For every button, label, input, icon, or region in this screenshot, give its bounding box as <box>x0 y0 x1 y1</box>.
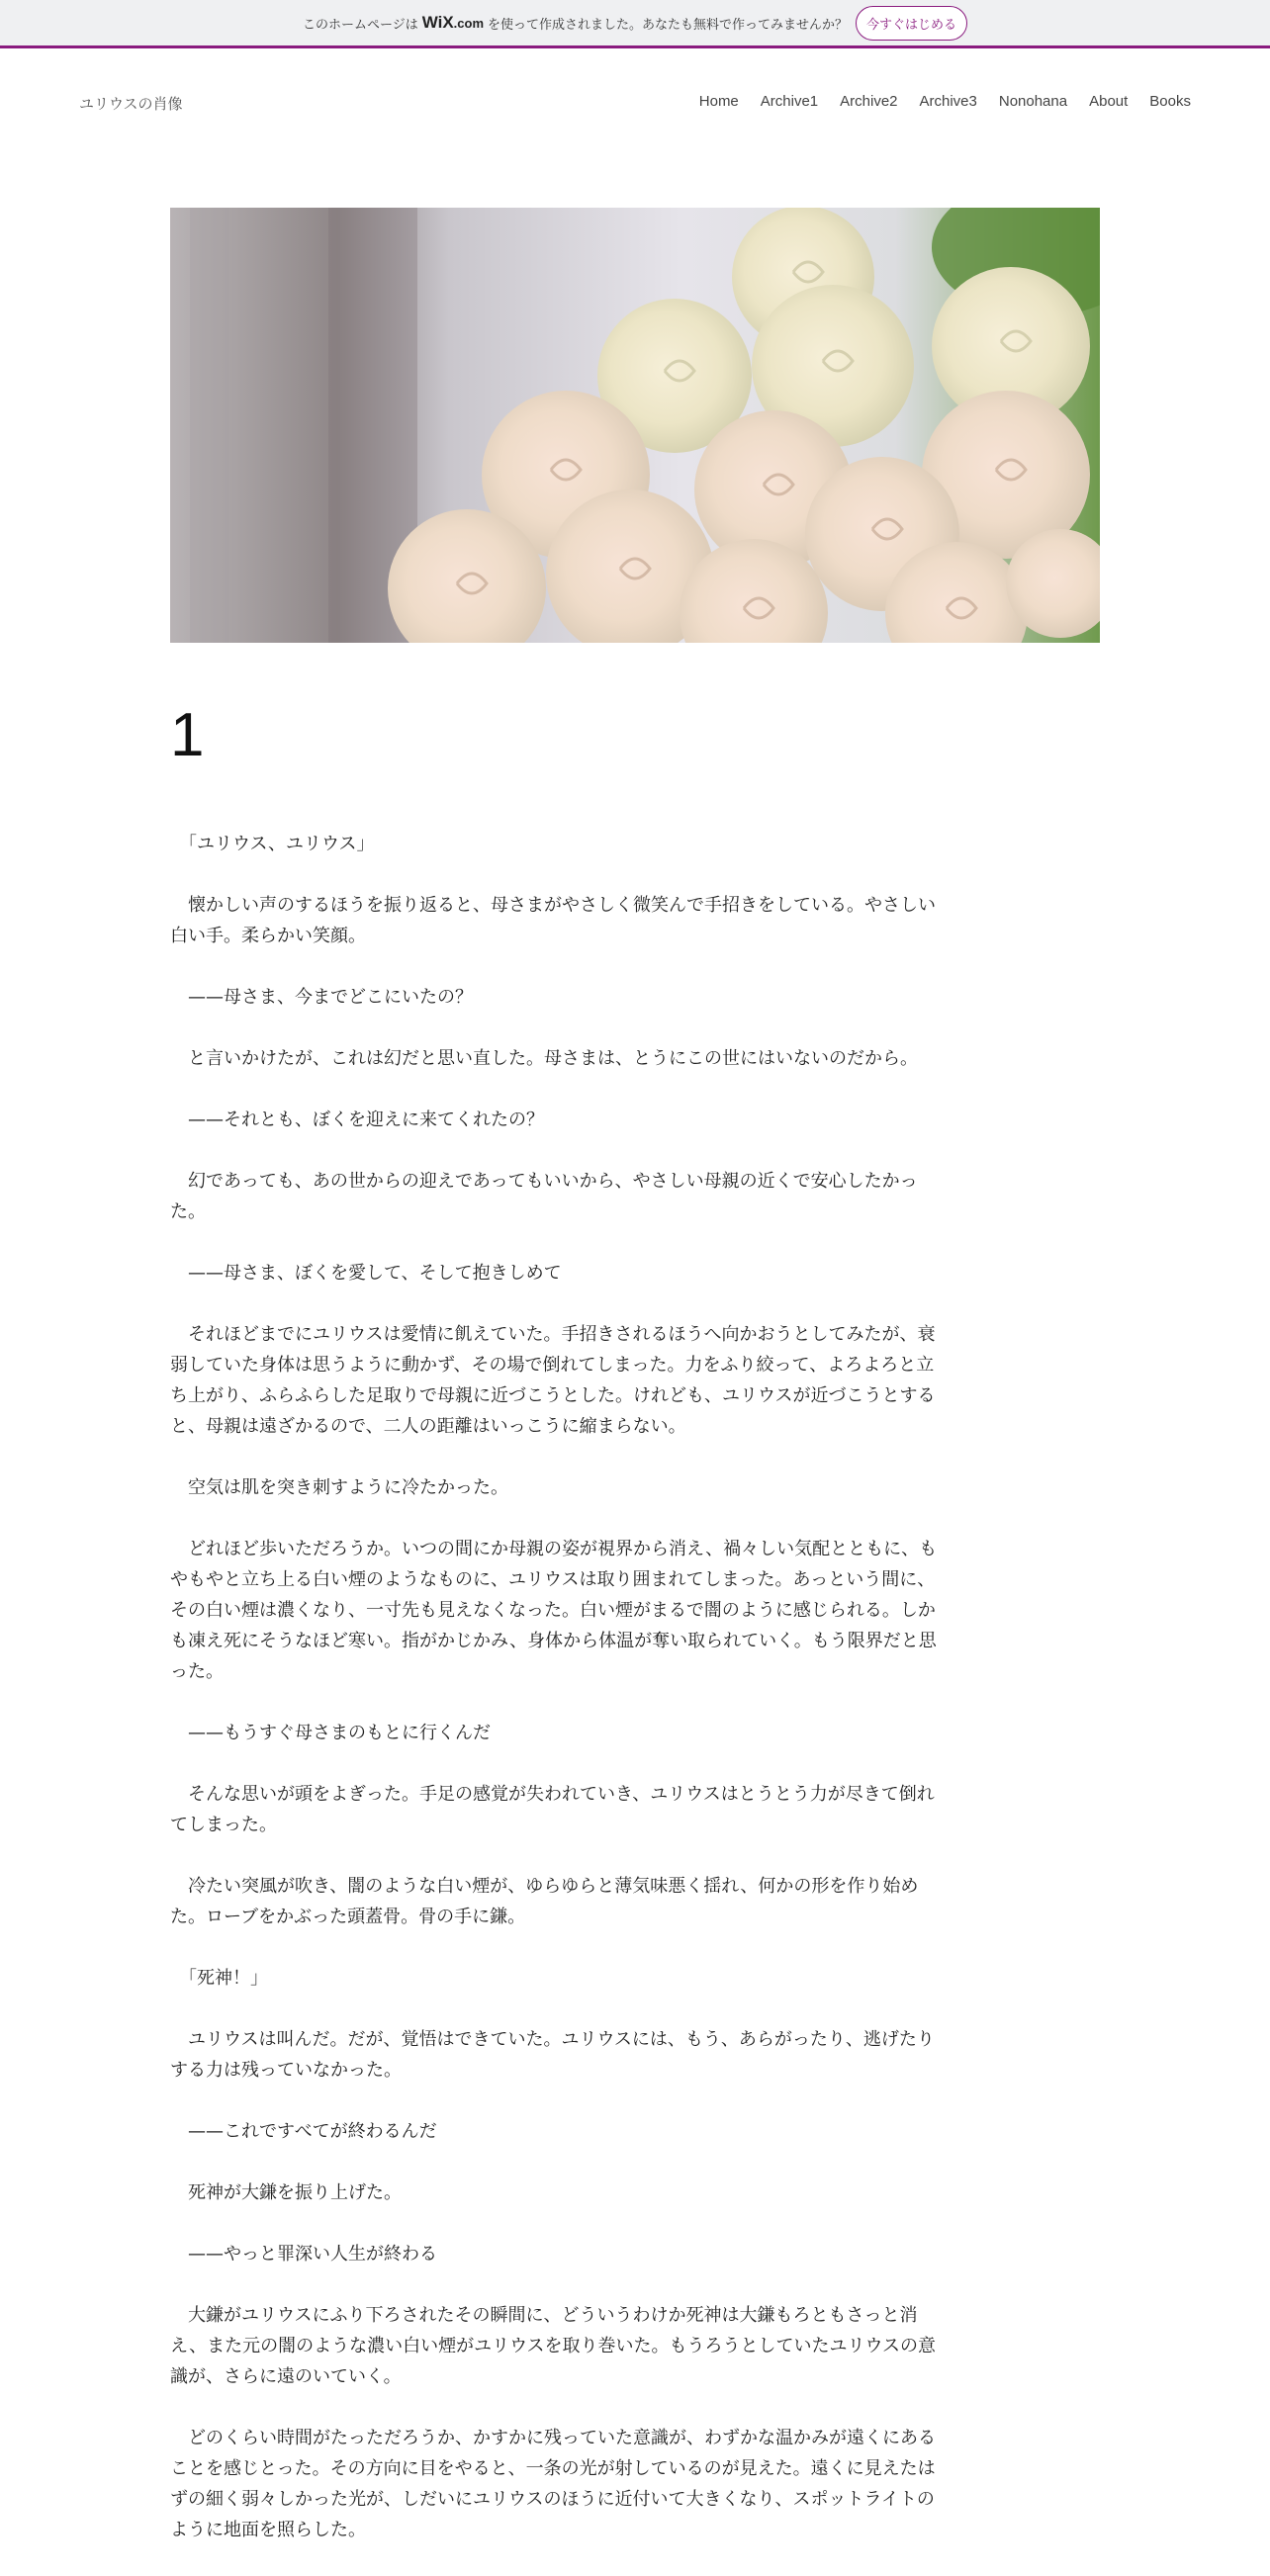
story-paragraph: 空気は肌を突き刺すように冷たかった。 <box>188 1477 508 1498</box>
story-paragraph: 「死神！」 <box>188 1968 268 1989</box>
story-paragraph: ——これですべてが終わるんだ <box>188 2121 437 2142</box>
roses-illustration <box>170 208 1100 643</box>
banner-text-before: このホームページは <box>302 17 418 33</box>
story-paragraph: 大鎌がユリウスにふり下ろされたその瞬間に、どういうわけか死神は大鎌もろともさっと消え、また元の闇のような濃い白い煙がユリウスを取り巻いた。もうろうとしていたユリウスの意識が、さらに遠のいていく。 <box>170 2305 936 2387</box>
story-paragraph: そんな思いが頭をよぎった。手足の感覚が失われていき、ユリウスはとうとう力が尽きて倒れてしまった。 <box>170 1784 935 1835</box>
wix-promo-banner <box>0 0 1270 48</box>
wix-logo-com: .com <box>453 16 485 31</box>
nav-item-home[interactable]: Home <box>698 93 739 110</box>
nav-item-archive2[interactable]: Archive2 <box>840 93 898 110</box>
chapter-number: 1 <box>170 701 205 769</box>
story-paragraph: ——もうすぐ母さまのもとに行くんだ <box>188 1723 491 1743</box>
nav-item-nonohana[interactable]: Nonohana <box>998 93 1068 110</box>
wix-logo[interactable] <box>422 13 484 33</box>
story-paragraph: 懐かしい声のするほうを振り返ると、母さまがやさしく微笑んで手招きをしている。やさしい白い手。柔らかい笑顔。 <box>170 895 936 946</box>
story-paragraph: それほどまでにユリウスは愛情に飢えていた。手招きされるほうへ向かおうとしてみたが、衰弱していた身体は思うように動かず、その場で倒れてしまった。力をふり絞って、よろよろと立ち上がり、ふらふらした足取りで母親に近づこうとした。けれども、ユリウスが近づこうとすると、母親は遠ざかるので、二人の距離はいっこうに縮まらない。 <box>170 1324 936 1437</box>
story-paragraph: 死神が大鎌を振り上げた。 <box>188 2182 402 2203</box>
story-paragraph: どれほど歩いただろうか。いつの間にか母親の姿が視界から消え、禍々しい気配とともに、もやもやと立ち上る白い煙のようなものに、ユリウスは取り囲まれてしまった。あっという間に、その白い煙は濃くなり、一寸先も見えなくなった。白い煙がまるで闇のように感じられる。しかも凍え死にそうなほど寒い。指がかじかみ、身体から体温が奪い取られていく。もう限界だと思った。 <box>170 1539 938 1682</box>
story-paragraph: 幻であっても、あの世からの迎えであってもいいから、やさしい母親の近くで安心したかった。 <box>170 1171 918 1222</box>
nav-item-archive3[interactable]: Archive3 <box>919 93 977 110</box>
main-nav <box>678 93 1191 110</box>
story-paragraph: ユリウスは叫んだ。だが、覚悟はできていた。ユリウスには、もう、あらがったり、逃げたりする力は残っていなかった。 <box>170 2029 935 2081</box>
start-now-button[interactable]: 今すぐはじめる <box>856 6 967 41</box>
hero-roses-image <box>170 208 1100 643</box>
story-paragraph: ——母さま、今までどこにいたの？ <box>188 987 473 1008</box>
story-paragraph: ——やっと罪深い人生が終わる <box>188 2244 437 2265</box>
story-paragraph: どのくらい時間がたっただろうか、かすかに残っていた意識が、わずかな温かみが遠くにあることを感じとった。その方向に目をやると、一条の光が射しているのが見えた。遠くに見えたはずの細く弱々しかった光が、しだいにユリウスのほうに近付いて大きくなり、スポットライトのように地面を照らした。 <box>170 2428 936 2540</box>
story-body <box>170 829 938 2576</box>
story-paragraph: と言いかけたが、これは幻だと思い直した。母さまは、とうにこの世にはいないのだから。 <box>188 1048 918 1069</box>
story-paragraph: 「ユリウス、ユリウス」 <box>188 834 375 854</box>
nav-item-about[interactable]: About <box>1089 93 1129 110</box>
nav-item-books[interactable]: Books <box>1149 93 1191 110</box>
story-paragraph: 冷たい突風が吹き、闇のような白い煙が、ゆらゆらと薄気味悪く揺れ、何かの形を作り始めた。ローブをかぶった頭蓋骨。骨の手に鎌。 <box>170 1876 919 1927</box>
nav-item-archive1[interactable]: Archive1 <box>760 93 819 110</box>
story-paragraph: ——母さま、ぼくを愛して、そして抱きしめて <box>188 1263 562 1284</box>
banner-text-after: を使って作成されました。あなたも無料で作ってみませんか？ <box>488 17 849 33</box>
wix-logo-word: WiX <box>421 13 454 32</box>
story-paragraph: ——それとも、ぼくを迎えに来てくれたの？ <box>188 1110 544 1130</box>
site-title[interactable]: ユリウスの肖像 <box>79 95 183 113</box>
